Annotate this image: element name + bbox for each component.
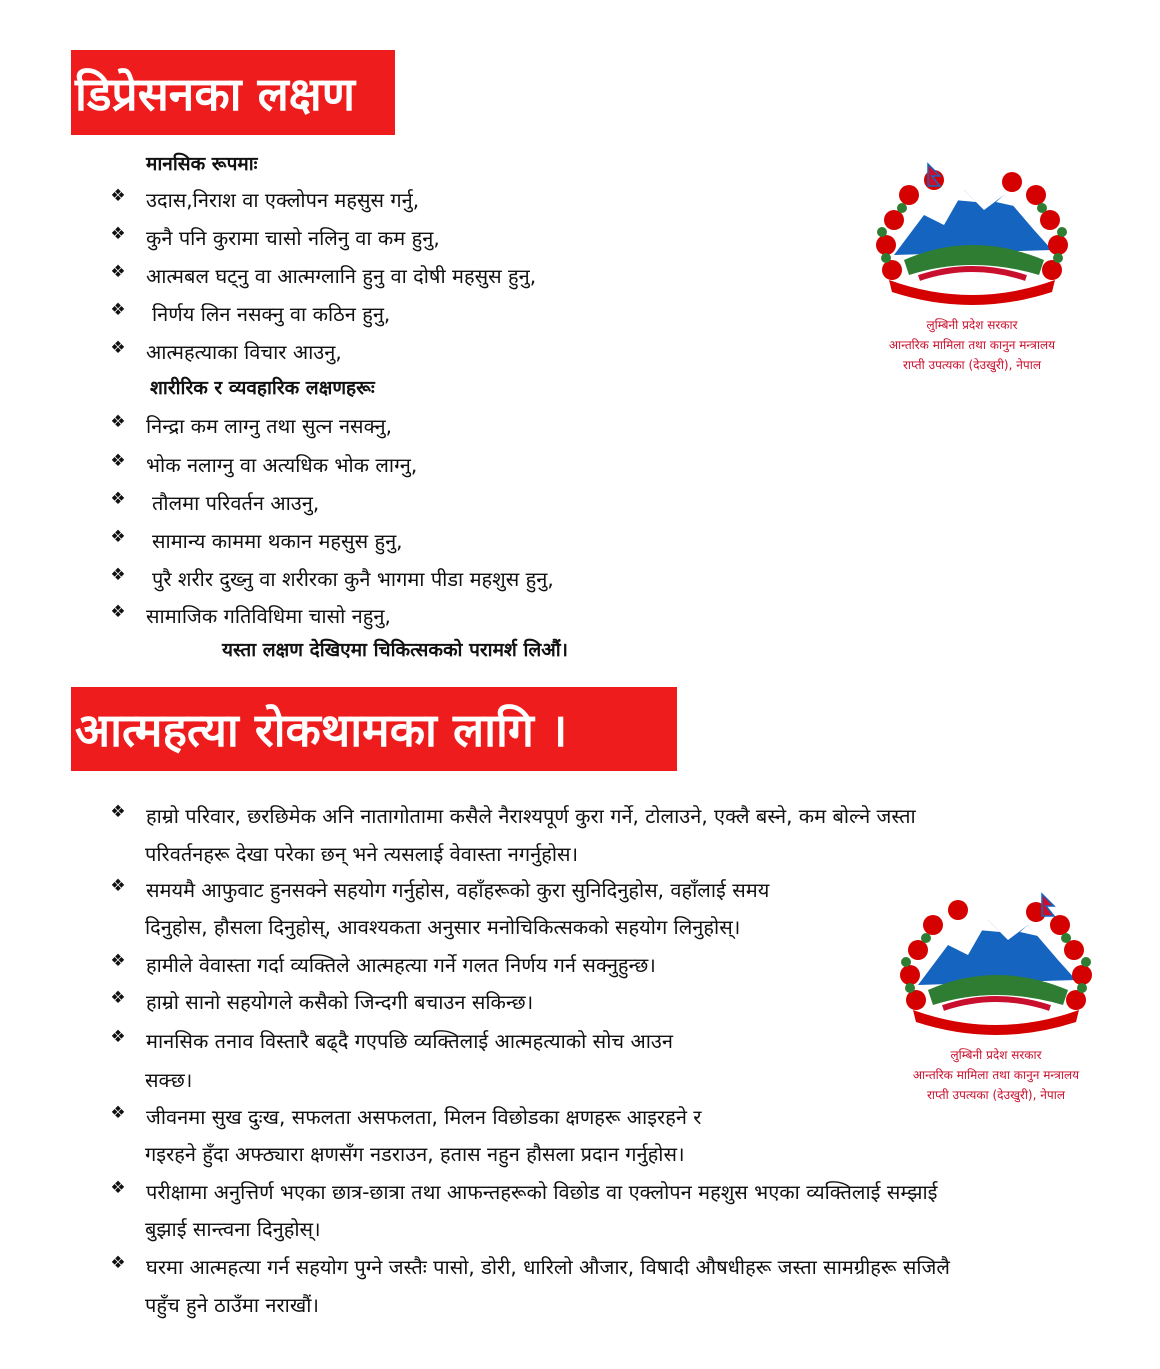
bullet-icon: ❖	[110, 802, 126, 822]
consult-advice: यस्ता लक्षण देखिएमा चिकित्सकको परामर्श लिऔं।	[222, 639, 568, 661]
bullet-icon: ❖	[110, 300, 126, 320]
list-item-continuation: दिनुहोस, हौसला दिनुहोस्, आवश्यकता अनुसार मनोचिकित्सकको सहयोग लिनुहोस्।	[145, 915, 741, 939]
bullet-icon: ❖	[110, 602, 126, 622]
list-item-continuation: पहुँच हुने ठाउँमा नराखौं।	[145, 1293, 319, 1317]
bullet-icon: ❖	[110, 951, 126, 971]
emblem-caption-ministry: आन्तरिक मामिला तथा कानुन मन्त्रालय	[912, 1068, 1080, 1082]
bullet-icon: ❖	[110, 451, 126, 471]
bullet-icon: ❖	[110, 988, 126, 1008]
bullet-icon: ❖	[110, 186, 126, 206]
bullet-icon: ❖	[110, 876, 126, 896]
list-item-continuation: सक्छ।	[145, 1068, 193, 1092]
emblem-caption-location: राप्ती उपत्यका (देउखुरी), नेपाल	[903, 358, 1041, 372]
physical-symptoms-heading: शारीरिक र व्यवहारिक लक्षणहरूः	[150, 377, 375, 399]
bullet-icon: ❖	[110, 527, 126, 547]
bullet-icon: ❖	[110, 338, 126, 358]
bullet-icon: ❖	[110, 262, 126, 282]
bullet-icon: ❖	[110, 1103, 126, 1123]
emblem-caption-location: राप्ती उपत्यका (देउखुरी), नेपाल	[927, 1088, 1065, 1102]
bullet-icon: ❖	[110, 1178, 126, 1198]
depression-symptoms-banner	[71, 50, 395, 135]
emblem-caption-office: लुम्बिनी प्रदेश सरकार	[950, 1048, 1042, 1062]
bullet-icon: ❖	[110, 1027, 126, 1047]
bullet-icon: ❖	[110, 1253, 126, 1273]
bullet-icon: ❖	[110, 224, 126, 244]
emblem-graphic-icon	[864, 160, 1080, 310]
emblem-graphic-icon	[888, 890, 1104, 1040]
bullet-icon: ❖	[110, 489, 126, 509]
bullet-icon: ❖	[110, 565, 126, 585]
mental-symptoms-heading: मानसिक रूपमाः	[146, 153, 258, 175]
emblem-caption-ministry: आन्तरिक मामिला तथा कानुन मन्त्रालय	[888, 338, 1056, 352]
banner-title: डिप्रेसनका लक्षण	[75, 66, 356, 121]
suicide-prevention-banner	[71, 687, 677, 771]
government-emblem	[864, 160, 1080, 382]
government-emblem	[888, 880, 1104, 1108]
banner-title: आत्महत्या रोकथामका लागि ।	[75, 703, 568, 757]
list-item-continuation: बुझाई सान्त्वना दिनुहोस्।	[145, 1217, 321, 1241]
bullet-icon: ❖	[110, 412, 126, 432]
list-item-continuation: परिवर्तनहरू देखा परेका छन् भने त्यसलाई वेवास्ता नगर्नुहोस।	[145, 842, 579, 866]
list-item-continuation: गइरहने हुँदा अफ्ठ्यारा क्षणसँग नडराउन, हतास नहुन हौसला प्रदान गर्नुहोस।	[145, 1142, 685, 1166]
emblem-caption-office: लुम्बिनी प्रदेश सरकार	[926, 318, 1018, 332]
